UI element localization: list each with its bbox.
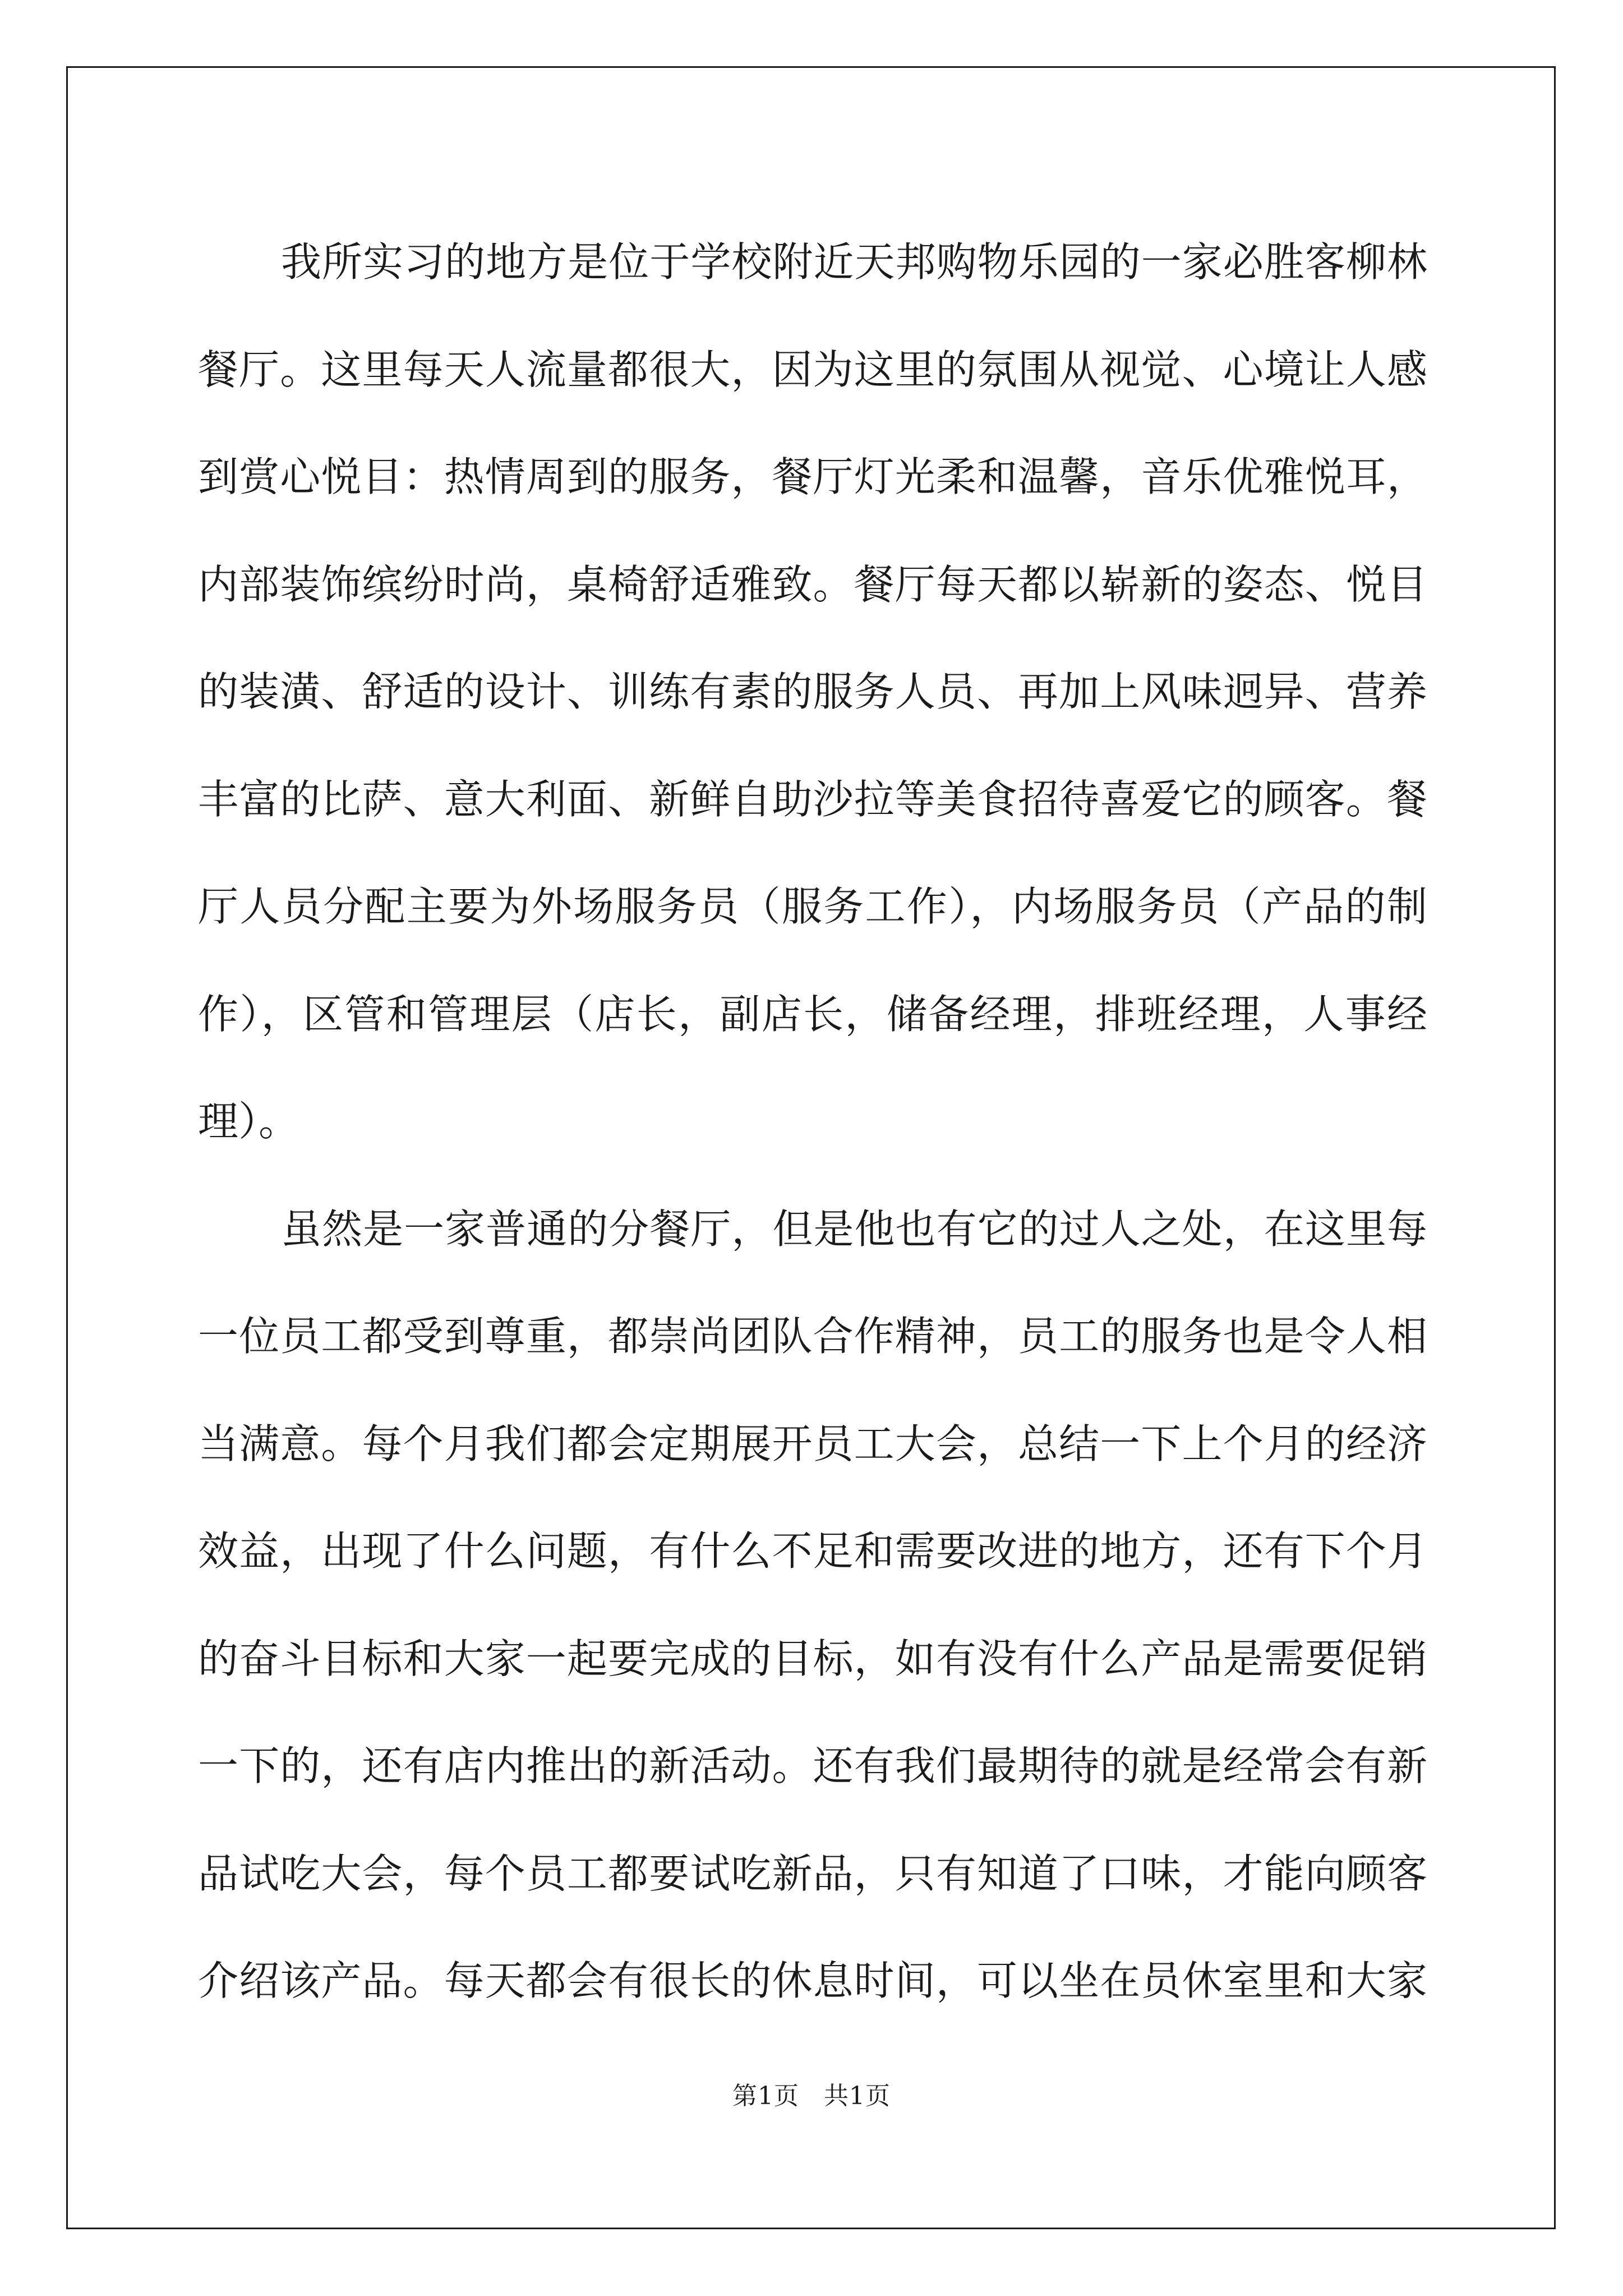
paragraph-line: 我所实习的地方是位于学校附近天邦购物乐园的一家必胜客柳林 — [281, 238, 1427, 286]
document-body — [198, 209, 1427, 2035]
paragraph-line: 介绍该产品。每天都会有很长的休息时间，可以坐在员休室里和大家 — [198, 1957, 1427, 2004]
paragraph-line: 的装潢、舒适的设计、训练有素的服务人员、再加上风味迥异、营养 — [198, 668, 1427, 715]
paragraph-line: 效益，出现了什么问题，有什么不足和需要改进的地方，还有下个月 — [198, 1527, 1427, 1575]
paragraph-line: 的奋斗目标和大家一起要完成的目标，如有没有什么产品是需要促销 — [198, 1635, 1427, 1682]
paragraph-1 — [198, 209, 1427, 1176]
paragraph-line: 理）。 — [198, 1098, 299, 1145]
paragraph-line: 一位员工都受到尊重，都崇尚团队合作精神，员工的服务也是令人相 — [198, 1313, 1427, 1360]
paragraph-line: 丰富的比萨、意大利面、新鲜自助沙拉等美食招待喜爱它的顾客。餐 — [198, 775, 1427, 823]
page-number: 第1页 — [732, 2082, 799, 2110]
paragraph-line: 品试吃大会，每个员工都要试吃新品，只有知道了口味，才能向顾客 — [198, 1849, 1427, 1897]
paragraph-line: 一下的，还有店内推出的新活动。还有我们最期待的就是经常会有新 — [198, 1742, 1427, 1789]
paragraph-line: 餐厅。这里每天人流量都很大，因为这里的氛围从视觉、心境让人感 — [198, 346, 1427, 393]
paragraph-2 — [198, 1176, 1427, 2035]
paragraph-line: 作），区管和管理层（店长，副店长，储备经理，排班经理，人事经 — [198, 990, 1427, 1038]
paragraph-line: 厅人员分配主要为外场服务员（服务工作），内场服务员（产品的制 — [198, 883, 1427, 930]
paragraph-line: 虽然是一家普通的分餐厅，但是他也有它的过人之处，在这里每 — [281, 1205, 1427, 1253]
paragraph-line: 内部装饰缤纷时尚，桌椅舒适雅致。餐厅每天都以崭新的姿态、悦目 — [198, 560, 1427, 608]
paragraph-line: 当满意。每个月我们都会定期展开员工大会，总结一下上个月的经济 — [198, 1420, 1427, 1467]
paragraph-line: 到赏心悦目：热情周到的服务，餐厅灯光柔和温馨，音乐优雅悦耳， — [198, 453, 1427, 500]
page-footer — [0, 2076, 1623, 2111]
page-total: 共1页 — [824, 2082, 891, 2110]
